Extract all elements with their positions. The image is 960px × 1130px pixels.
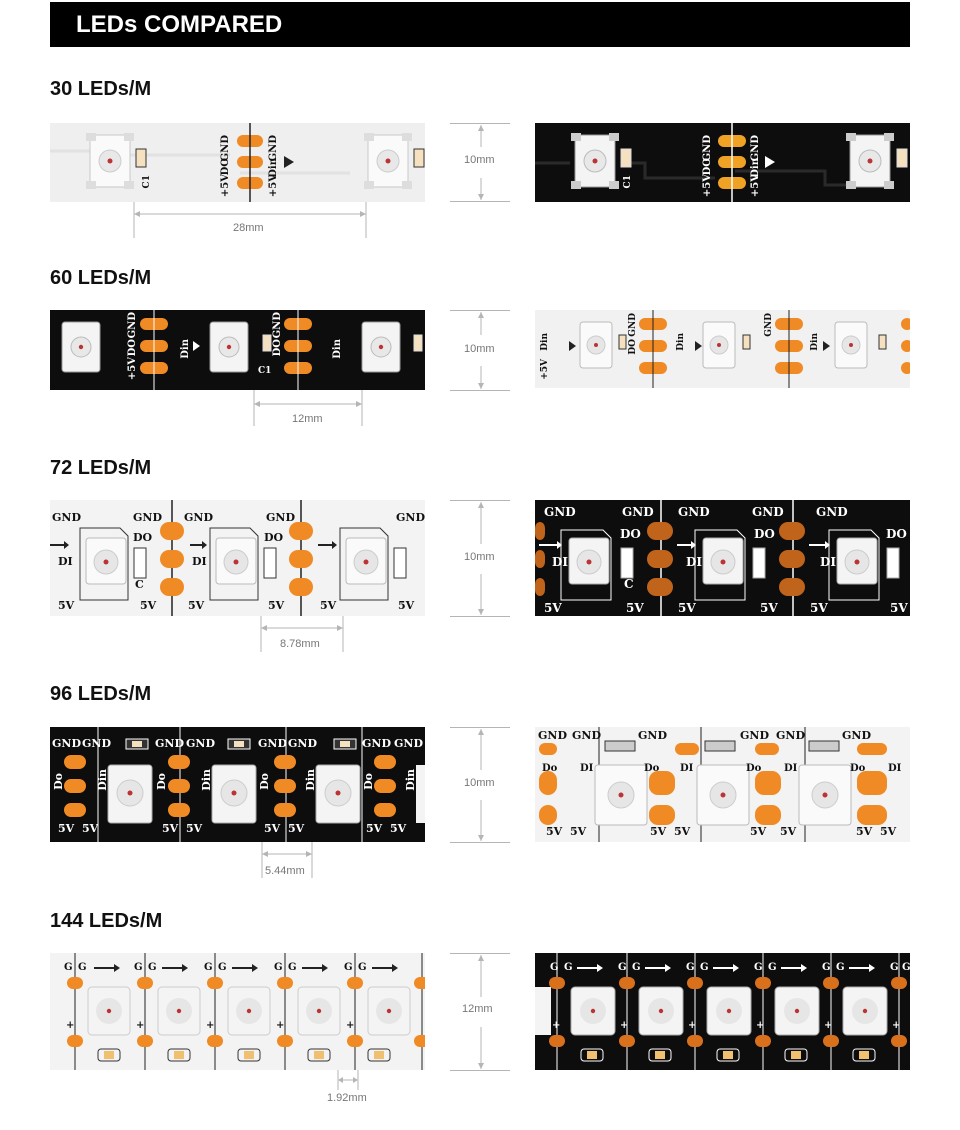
label-cap: C [135, 578, 144, 591]
label-5v: 5V [880, 825, 897, 838]
led-chip [595, 765, 647, 825]
label-5v: 5V [760, 601, 778, 615]
label-gnd: GND [220, 135, 231, 162]
label-plus: + [136, 1020, 145, 1031]
label-do: DO [754, 527, 775, 541]
label-gnd: GND [764, 313, 774, 337]
led-chip [846, 133, 894, 189]
label-din: Din [268, 158, 279, 178]
label-g: G [836, 962, 845, 973]
label-plus: + [66, 1020, 75, 1031]
label-gnd: GND [133, 511, 162, 524]
label-gnd: GND [127, 312, 138, 339]
led-chip [835, 322, 867, 368]
label-5v: 5V [140, 599, 157, 612]
label-plus: + [892, 1020, 901, 1031]
led-chip [212, 765, 256, 823]
label-din: Din [332, 339, 343, 359]
label-din: Din [404, 769, 417, 791]
led-chip [108, 765, 152, 823]
label-g: G [700, 962, 709, 973]
label-do: DO [127, 339, 138, 357]
label-plus: + [688, 1020, 697, 1031]
label-gnd: GND [776, 729, 805, 742]
label-g: G [288, 962, 297, 973]
section-title: 72 LEDs/M [50, 457, 152, 479]
led-chip [703, 322, 735, 368]
label-5v: 5V [288, 822, 305, 835]
label-5v: +5V [220, 174, 231, 198]
label-gnd: GND [842, 729, 871, 742]
label-plus: + [552, 1020, 561, 1031]
label-5v: 5V [650, 825, 667, 838]
width-label: 10mm [464, 777, 495, 789]
label-5v: 5V [264, 822, 281, 835]
label-do: Do [362, 773, 375, 790]
label-gnd: GND [740, 729, 769, 742]
label-gnd: GND [678, 505, 710, 519]
label-din: Din [200, 769, 213, 791]
label-g: G [64, 962, 73, 973]
label-gnd: GND [52, 737, 81, 750]
width-label: 10mm [464, 343, 495, 355]
label-cap: C1 [258, 366, 272, 376]
label-gnd: GND [394, 737, 423, 750]
label-gnd: GND [258, 737, 287, 750]
label-din: Din [304, 769, 317, 791]
label-di: DI [784, 763, 798, 774]
label-do: Do [155, 773, 168, 790]
width-label: 10mm [464, 551, 495, 563]
label-5v: 5V [58, 599, 75, 612]
label-plus: + [620, 1020, 629, 1031]
section-96 [0, 683, 960, 883]
label-do: DO [220, 158, 231, 176]
label-gnd: GND [752, 505, 784, 519]
led-chip [362, 322, 400, 372]
label-plus: + [206, 1020, 215, 1031]
white-strip-image [50, 500, 425, 616]
spacing-label: 1.92mm [327, 1092, 367, 1104]
led-chip [210, 322, 248, 372]
led-chip [580, 322, 612, 368]
label-g: G [274, 962, 283, 973]
led-chip [571, 133, 619, 189]
label-g: G [754, 962, 763, 973]
label-cap: C1 [623, 175, 633, 189]
label-5v: 5V [320, 599, 337, 612]
section-60 [0, 267, 960, 467]
label-di: DI [58, 555, 73, 568]
section-title: 30 LEDs/M [50, 78, 152, 100]
label-do: Do [258, 773, 271, 790]
white-strip-image [50, 953, 425, 1070]
label-do: Do [746, 763, 762, 774]
label-gnd: GND [155, 737, 184, 750]
label-do: DO [133, 531, 153, 544]
label-5v: 5V [268, 599, 285, 612]
label-gnd: GND [288, 737, 317, 750]
label-5v: 5V [544, 601, 562, 615]
section-title: 96 LEDs/M [50, 683, 152, 705]
label-plus: + [824, 1020, 833, 1031]
label-g: G [768, 962, 777, 973]
label-plus: + [346, 1020, 355, 1031]
label-g: G [78, 962, 87, 973]
label-5v: +5V [127, 357, 138, 381]
label-g: G [358, 962, 367, 973]
label-din: Din [750, 158, 761, 178]
label-gnd: GND [750, 135, 761, 162]
led-chip [364, 133, 412, 189]
label-gnd: GND [362, 737, 391, 750]
label-5v: +5V [750, 174, 761, 198]
label-do: Do [644, 763, 660, 774]
label-gnd: GND [52, 511, 81, 524]
spacing-label: 28mm [233, 222, 264, 234]
label-din: Din [540, 333, 550, 351]
label-5v: 5V [810, 601, 828, 615]
label-5v: 5V [186, 822, 203, 835]
label-5v: 5V [546, 825, 563, 838]
black-strip-image [535, 953, 910, 1070]
width-label: 10mm [464, 154, 495, 166]
label-g: G [218, 962, 227, 973]
label-g: G [618, 962, 627, 973]
label-gnd: GND [266, 511, 295, 524]
label-di: DI [686, 555, 703, 569]
label-do: Do [850, 763, 866, 774]
label-do: Do [542, 763, 558, 774]
label-5v: 5V [398, 599, 415, 612]
label-5v: 5V [58, 822, 75, 835]
label-di: DI [820, 555, 837, 569]
label-din: Din [180, 339, 191, 359]
section-title: 144 LEDs/M [50, 910, 163, 932]
section-30 [0, 78, 960, 278]
label-gnd: GND [638, 729, 667, 742]
label-g: G [134, 962, 143, 973]
label-plus: + [756, 1020, 765, 1031]
label-gnd: GND [538, 729, 567, 742]
led-chip [62, 322, 100, 372]
label-di: DI [192, 555, 207, 568]
label-gnd: GND [816, 505, 848, 519]
label-di: DI [552, 555, 569, 569]
label-do: DO [620, 527, 641, 541]
label-g: G [148, 962, 157, 973]
section-144 [0, 910, 960, 1130]
label-din: Din [96, 769, 109, 791]
label-plus: + [276, 1020, 285, 1031]
label-g: G [204, 962, 213, 973]
label-5v: 5V [678, 601, 696, 615]
label-5v: 5V [750, 825, 767, 838]
label-g: G [632, 962, 641, 973]
label-do: DO [272, 339, 283, 357]
black-strip-image [50, 310, 425, 390]
label-cap: C1 [142, 175, 152, 189]
label-di: DI [580, 763, 594, 774]
label-5v: 5V [390, 822, 407, 835]
label-g: G [902, 962, 911, 973]
label-din: Din [810, 333, 820, 351]
label-gnd: GND [628, 313, 638, 337]
label-g: G [344, 962, 353, 973]
led-chip [316, 765, 360, 823]
label-g: G [564, 962, 573, 973]
label-5v: 5V [188, 599, 205, 612]
label-gnd: GND [396, 511, 425, 524]
label-cap: C [624, 577, 634, 591]
section-title: 60 LEDs/M [50, 267, 152, 289]
width-label: 12mm [462, 1003, 493, 1015]
label-do: DO [264, 531, 284, 544]
black-strip-image [535, 123, 910, 202]
label-di: DI [680, 763, 694, 774]
label-gnd: GND [184, 511, 213, 524]
label-din: Din [676, 333, 686, 351]
label-gnd: GND [268, 135, 279, 162]
label-g: G [890, 962, 899, 973]
label-gnd: GND [622, 505, 654, 519]
label-do: Do [52, 773, 65, 790]
led-chip [86, 133, 134, 189]
label-g: G [550, 962, 559, 973]
led-chip [697, 765, 749, 825]
label-do: DO [886, 527, 907, 541]
label-5v: 5V [890, 601, 908, 615]
title-banner [50, 2, 910, 47]
label-5v: 5V [780, 825, 797, 838]
led-chip [799, 765, 851, 825]
label-5v: 5V [570, 825, 587, 838]
label-gnd: GND [272, 312, 283, 339]
label-5v: 5V [626, 601, 644, 615]
label-5v: 5V [162, 822, 179, 835]
label-g: G [686, 962, 695, 973]
label-do: DO [628, 339, 638, 355]
label-5v: +5V [268, 174, 279, 198]
white-strip-image [535, 310, 910, 388]
label-g: G [822, 962, 831, 973]
spacing-label: 8.78mm [280, 638, 320, 650]
section-72 [0, 457, 960, 657]
white-strip-image [50, 123, 425, 202]
label-do: DO [702, 158, 713, 176]
label-5v: 5V [856, 825, 873, 838]
label-gnd: GND [702, 135, 713, 162]
black-strip-image [535, 500, 910, 616]
label-5v: +5V [540, 359, 550, 380]
label-gnd: GND [572, 729, 601, 742]
page-title: LEDs COMPARED [76, 11, 283, 38]
label-di: DI [888, 763, 902, 774]
label-5v: 5V [82, 822, 99, 835]
label-gnd: GND [186, 737, 215, 750]
label-5v: +5V [702, 174, 713, 198]
spacing-label: 12mm [292, 413, 323, 425]
label-5v: 5V [674, 825, 691, 838]
spacing-dimension [336, 1070, 362, 1092]
label-gnd: GND [544, 505, 576, 519]
label-5v: 5V [366, 822, 383, 835]
spacing-label: 5.44mm [265, 865, 305, 877]
label-gnd: GND [82, 737, 111, 750]
white-strip-image [535, 727, 910, 842]
